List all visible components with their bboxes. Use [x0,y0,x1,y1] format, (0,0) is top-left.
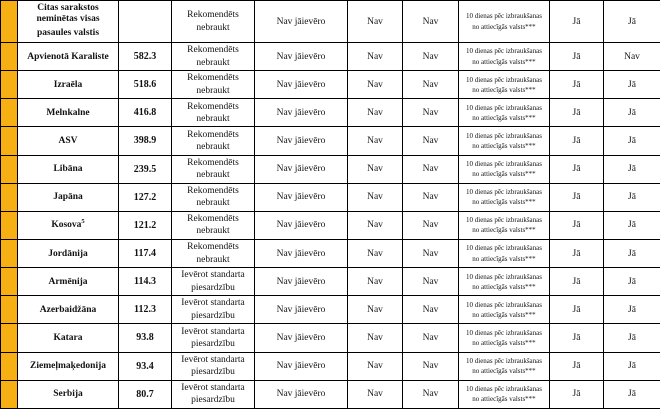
travel-recommendation-cell [172,352,255,380]
quarantine-cell [459,380,550,408]
quarantine-line1: 10 dienas pēc izbraukšanas [462,328,546,338]
flag-cell-2: Jā [604,268,660,296]
flag-cell-1: Jā [550,99,604,127]
incidence-value-cell: 93.4 [119,352,172,380]
recommendation-line1: Rekomendēts [174,101,252,113]
quarantine-line2: no attiecīgās valsts*** [462,394,546,404]
requirement-cell-1: Nav [348,352,403,380]
table-row [1,1,660,43]
table-row [1,43,660,71]
quarantine-line1: 10 dienas pēc izbraukšanas [462,159,546,169]
row-color-marker [1,211,18,239]
requirement-cell-2: Nav [403,1,459,43]
row-color-marker [1,1,18,43]
country-name: Serbija [53,389,83,399]
recommendation-line2: nebraukt [174,141,252,153]
incidence-value-cell: 582.3 [119,43,172,71]
recommendation-line1: Rekomendēts [174,72,252,84]
requirement-cell-1: Nav [348,183,403,211]
recommendation-line2: nebraukt [174,225,252,237]
quarantine-line1: 10 dienas pēc izbraukšanas [462,356,546,366]
quarantine-line2: no attiecīgās valsts*** [462,57,546,67]
requirement-cell-1: Nav [348,43,403,71]
requirement-cell-1: Nav [348,127,403,155]
mask-requirement-cell: Nav jāievēro [255,380,348,408]
quarantine-line2: no attiecīgās valsts*** [462,197,546,207]
quarantine-line2: no attiecīgās valsts*** [462,141,546,151]
country-cell [18,211,119,239]
mask-requirement-cell: Nav jāievēro [255,155,348,183]
requirement-cell-1: Nav [348,324,403,352]
quarantine-line1: 10 dienas pēc izbraukšanas [462,46,546,56]
quarantine-line2: no attiecīgās valsts*** [462,310,546,320]
recommendation-line1: Ievērot standarta [174,269,252,281]
flag-cell-1: Jā [550,352,604,380]
incidence-value-cell: 112.3 [119,296,172,324]
table-row [1,268,660,296]
recommendation-line2: nebraukt [174,169,252,181]
recommendation-line1: Rekomendēts [174,129,252,141]
table-row [1,296,660,324]
flag-cell-2: Jā [604,324,660,352]
requirement-cell-2: Nav [403,43,459,71]
recommendation-line2: nebraukt [174,85,252,97]
recommendation-line1: Ievērot standarta [174,326,252,338]
mask-requirement-cell: Nav jāievēro [255,211,348,239]
requirement-cell-1: Nav [348,71,403,99]
recommendation-line2: nebraukt [174,113,252,125]
country-cell [18,43,119,71]
country-name: Armēnija [48,277,87,287]
quarantine-line2: no attiecīgās valsts*** [462,282,546,292]
row-color-marker [1,183,18,211]
requirement-cell-1: Nav [348,99,403,127]
recommendation-line1: Rekomendēts [174,157,252,169]
row-color-marker [1,71,18,99]
country-name: Azerbaidžāna [40,305,96,315]
requirement-cell-2: Nav [403,211,459,239]
travel-recommendation-cell [172,71,255,99]
requirement-cell-1: Nav [348,268,403,296]
table-row [1,127,660,155]
flag-cell-2: Jā [604,99,660,127]
flag-cell-1: Jā [550,1,604,43]
recommendation-line1: Rekomendēts [174,9,252,21]
row-color-marker [1,296,18,324]
requirement-cell-2: Nav [403,324,459,352]
quarantine-line1: 10 dienas pēc izbraukšanas [462,131,546,141]
row-color-marker [1,352,18,380]
country-cell [18,183,119,211]
quarantine-cell [459,127,550,155]
flag-cell-2: Jā [604,239,660,267]
row-color-marker [1,239,18,267]
recommendation-line2: piesardzību [174,366,252,378]
recommendation-line1: Rekomendēts [174,213,252,225]
requirement-cell-1: Nav [348,155,403,183]
travel-recommendation-cell [172,127,255,155]
recommendation-line2: nebraukt [174,254,252,266]
table-row [1,99,660,127]
requirement-cell-2: Nav [403,127,459,155]
incidence-value-cell: 121.2 [119,211,172,239]
mask-requirement-cell: Nav jāievēro [255,99,348,127]
flag-cell-2: Jā [604,1,660,43]
mask-requirement-cell: Nav jāievēro [255,324,348,352]
travel-recommendation-cell [172,239,255,267]
quarantine-line1: 10 dienas pēc izbraukšanas [462,11,546,21]
quarantine-cell [459,324,550,352]
recommendation-line1: Rekomendēts [174,185,252,197]
travel-recommendation-cell [172,43,255,71]
mask-requirement-cell: Nav jāievēro [255,1,348,43]
incidence-value-cell: 518.6 [119,71,172,99]
row-color-marker [1,43,18,71]
recommendation-line1: Ievērot standarta [174,354,252,366]
travel-recommendation-cell [172,324,255,352]
quarantine-line2: no attiecīgās valsts*** [462,85,546,95]
quarantine-line2: no attiecīgās valsts*** [462,366,546,376]
table-row [1,211,660,239]
requirement-cell-2: Nav [403,380,459,408]
requirement-cell-1: Nav [348,296,403,324]
quarantine-cell [459,43,550,71]
flag-cell-2: Jā [604,71,660,99]
requirement-cell-2: Nav [403,268,459,296]
country-cell [18,1,119,43]
incidence-value-cell [119,1,172,43]
country-name: Citas sarakstos neminētas visas pasaules valstis [36,3,99,39]
flag-cell-1: Jā [550,43,604,71]
requirement-cell-1: Nav [348,380,403,408]
footnote-marker: 5 [81,218,84,225]
recommendation-line1: Rekomendēts [174,44,252,56]
country-name: Apvienotā Karaliste [27,52,109,62]
recommendation-line1: Ievērot standarta [174,382,252,394]
table-row [1,71,660,99]
requirement-cell-2: Nav [403,155,459,183]
row-color-marker [1,127,18,155]
quarantine-cell [459,239,550,267]
quarantine-line1: 10 dienas pēc izbraukšanas [462,75,546,85]
table-row [1,183,660,211]
country-name: Melnkalne [46,108,89,118]
quarantine-line1: 10 dienas pēc izbraukšanas [462,243,546,253]
row-color-marker [1,324,18,352]
country-cell [18,99,119,127]
travel-recommendation-cell [172,183,255,211]
quarantine-line2: no attiecīgās valsts*** [462,338,546,348]
requirement-cell-2: Nav [403,296,459,324]
incidence-value-cell: 398.9 [119,127,172,155]
quarantine-line2: no attiecīgās valsts*** [462,22,546,32]
flag-cell-1: Jā [550,296,604,324]
table-row [1,155,660,183]
recommendation-line2: nebraukt [174,57,252,69]
mask-requirement-cell: Nav jāievēro [255,268,348,296]
requirement-cell-2: Nav [403,183,459,211]
travel-recommendation-cell [172,296,255,324]
country-cell [18,268,119,296]
row-color-marker [1,268,18,296]
flag-cell-1: Jā [550,155,604,183]
quarantine-cell [459,99,550,127]
row-color-marker [1,380,18,408]
recommendation-line2: piesardzību [174,282,252,294]
flag-cell-1: Jā [550,127,604,155]
flag-cell-1: Jā [550,324,604,352]
flag-cell-2: Jā [604,155,660,183]
country-cell [18,324,119,352]
travel-recommendation-cell [172,1,255,43]
flag-cell-1: Jā [550,380,604,408]
flag-cell-2: Jā [604,183,660,211]
country-cell [18,71,119,99]
travel-recommendation-cell [172,155,255,183]
table-row [1,352,660,380]
quarantine-line1: 10 dienas pēc izbraukšanas [462,103,546,113]
recommendation-line2: nebraukt [174,197,252,209]
requirement-cell-2: Nav [403,239,459,267]
table-row [1,380,660,408]
requirement-cell-2: Nav [403,71,459,99]
incidence-value-cell: 416.8 [119,99,172,127]
quarantine-cell [459,211,550,239]
requirement-cell-2: Nav [403,352,459,380]
travel-recommendation-cell [172,380,255,408]
flag-cell-1: Jā [550,71,604,99]
requirement-cell-1: Nav [348,239,403,267]
flag-cell-2: Jā [604,296,660,324]
quarantine-line1: 10 dienas pēc izbraukšanas [462,300,546,310]
mask-requirement-cell: Nav jāievēro [255,352,348,380]
quarantine-line2: no attiecīgās valsts*** [462,113,546,123]
flag-cell-2: Jā [604,352,660,380]
mask-requirement-cell: Nav jāievēro [255,183,348,211]
mask-requirement-cell: Nav jāievēro [255,296,348,324]
country-cell [18,352,119,380]
flag-cell-1: Jā [550,239,604,267]
flag-cell-2: Jā [604,127,660,155]
requirement-cell-1: Nav [348,211,403,239]
country-cell [18,239,119,267]
country-name: Katara [53,333,82,343]
mask-requirement-cell: Nav jāievēro [255,43,348,71]
country-cell [18,380,119,408]
country-name: Libāna [53,164,82,174]
row-color-marker [1,155,18,183]
travel-recommendation-cell [172,99,255,127]
flag-cell-2: Jā [604,211,660,239]
country-name: ASV [58,136,77,146]
country-name: Kosova [51,221,81,231]
mask-requirement-cell: Nav jāievēro [255,71,348,99]
quarantine-cell [459,352,550,380]
country-name: Ziemeļmaķedonija [30,361,106,371]
quarantine-line1: 10 dienas pēc izbraukšanas [462,272,546,282]
requirement-cell-2: Nav [403,99,459,127]
mask-requirement-cell: Nav jāievēro [255,239,348,267]
country-name: Jordānija [48,249,88,259]
row-color-marker [1,99,18,127]
incidence-value-cell: 80.7 [119,380,172,408]
table-row [1,239,660,267]
recommendation-line2: piesardzību [174,338,252,350]
incidence-value-cell: 117.4 [119,239,172,267]
quarantine-line2: no attiecīgās valsts*** [462,254,546,264]
quarantine-cell [459,268,550,296]
country-name: Izraēla [54,80,83,90]
recommendation-line2: piesardzību [174,310,252,322]
table-row [1,324,660,352]
flag-cell-1: Jā [550,268,604,296]
quarantine-line1: 10 dienas pēc izbraukšanas [462,384,546,394]
travel-recommendation-cell [172,211,255,239]
country-cell [18,296,119,324]
quarantine-line1: 10 dienas pēc izbraukšanas [462,187,546,197]
quarantine-cell [459,1,550,43]
recommendation-line1: Ievērot standarta [174,297,252,309]
quarantine-line1: 10 dienas pēc izbraukšanas [462,215,546,225]
flag-cell-2: Jā [604,380,660,408]
flag-cell-2: Nav [604,43,660,71]
flag-cell-1: Jā [550,211,604,239]
recommendation-line1: Rekomendēts [174,241,252,253]
travel-recommendation-cell [172,268,255,296]
recommendation-line2: nebraukt [174,22,252,34]
incidence-value-cell: 114.3 [119,268,172,296]
country-cell [18,127,119,155]
requirement-cell-1: Nav [348,1,403,43]
quarantine-cell [459,155,550,183]
quarantine-cell [459,183,550,211]
incidence-value-cell: 127.2 [119,183,172,211]
incidence-value-cell: 239.5 [119,155,172,183]
recommendation-line2: piesardzību [174,394,252,406]
country-name: Japāna [53,192,83,202]
quarantine-line2: no attiecīgās valsts*** [462,169,546,179]
quarantine-line2: no attiecīgās valsts*** [462,225,546,235]
incidence-value-cell: 93.8 [119,324,172,352]
quarantine-cell [459,71,550,99]
country-cell [18,155,119,183]
quarantine-cell [459,296,550,324]
flag-cell-1: Jā [550,183,604,211]
mask-requirement-cell: Nav jāievēro [255,127,348,155]
